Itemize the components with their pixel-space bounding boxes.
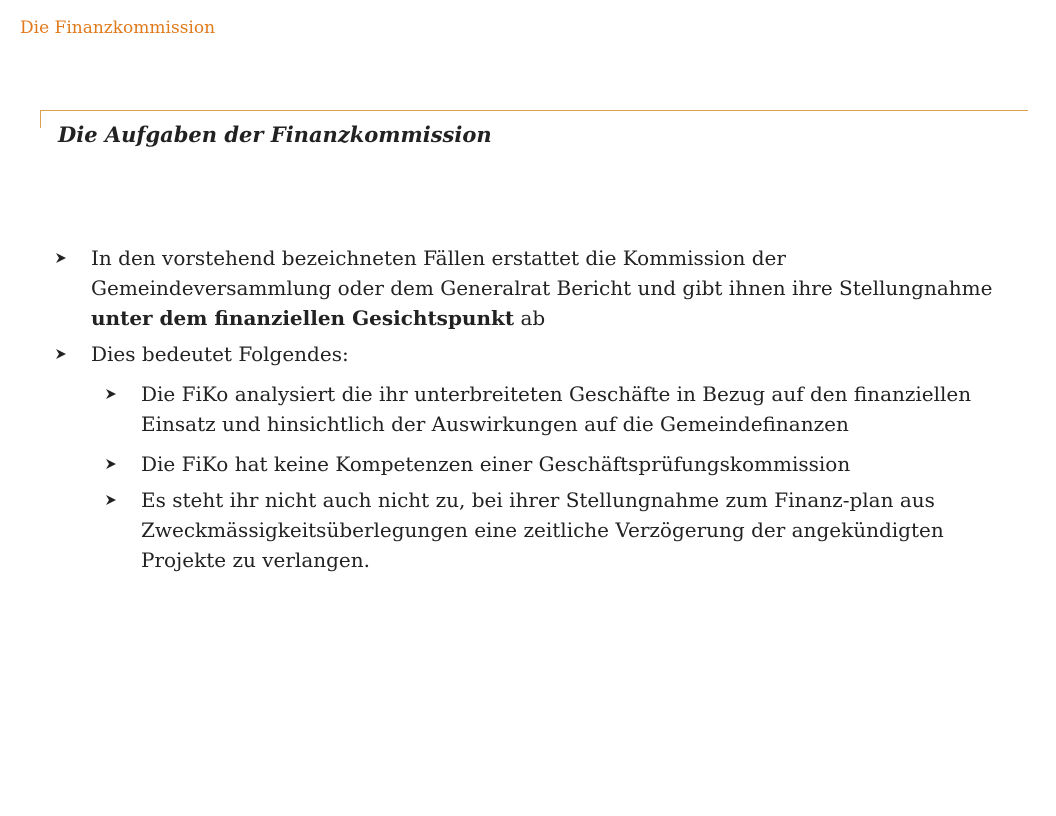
section-header: Die Finanzkommission [20, 18, 216, 38]
bullet-text-end: ab [520, 306, 546, 330]
title-divider-horizontal [40, 110, 1028, 111]
bullet-item [55, 339, 995, 369]
bullet-list [55, 243, 995, 575]
sub-bullet-text: Die FiKo analysiert die ihr unterbreiteten Geschäfte in Bezug auf den finanziellen Einsatz und hinsichtlich der Auswirkungen auf die Gemeindefinanzen [141, 382, 972, 436]
sub-bullet-item [105, 485, 995, 575]
sub-bullet-text: Es steht ihr nicht auch nicht zu, bei ihrer Stellungnahme zum Finanz-plan aus Zweckmässigkeitsüberlegungen eine zeitliche Verzögerung der angekündigten Projekte zu verlangen. [141, 488, 944, 572]
arrowhead-bullet-icon [105, 485, 119, 515]
arrowhead-bullet-icon [55, 339, 69, 369]
bullet-item [55, 243, 995, 333]
arrowhead-bullet-icon [55, 243, 69, 273]
sub-bullet-text: Die FiKo hat keine Kompetenzen einer Geschäftsprüfungskommission [141, 452, 851, 476]
slide-title: Die Aufgaben der Finanzkommission [58, 122, 492, 147]
bullet-text: Dies bedeutet Folgendes: [91, 342, 349, 366]
arrowhead-bullet-icon [105, 449, 119, 479]
title-divider-vertical [40, 110, 41, 128]
bullet-text-emphasis: unter dem finanziellen Gesichtspunkt [91, 306, 515, 330]
arrowhead-bullet-icon [105, 379, 119, 409]
sub-bullet-item [105, 379, 995, 439]
bullet-text: In den vorstehend bezeichneten Fällen erstattet die Kommission der Gemeindeversammlung oder dem Generalrat Bericht und gibt ihnen ihre Stellungnahme [91, 246, 993, 300]
sub-bullet-item [105, 449, 995, 479]
